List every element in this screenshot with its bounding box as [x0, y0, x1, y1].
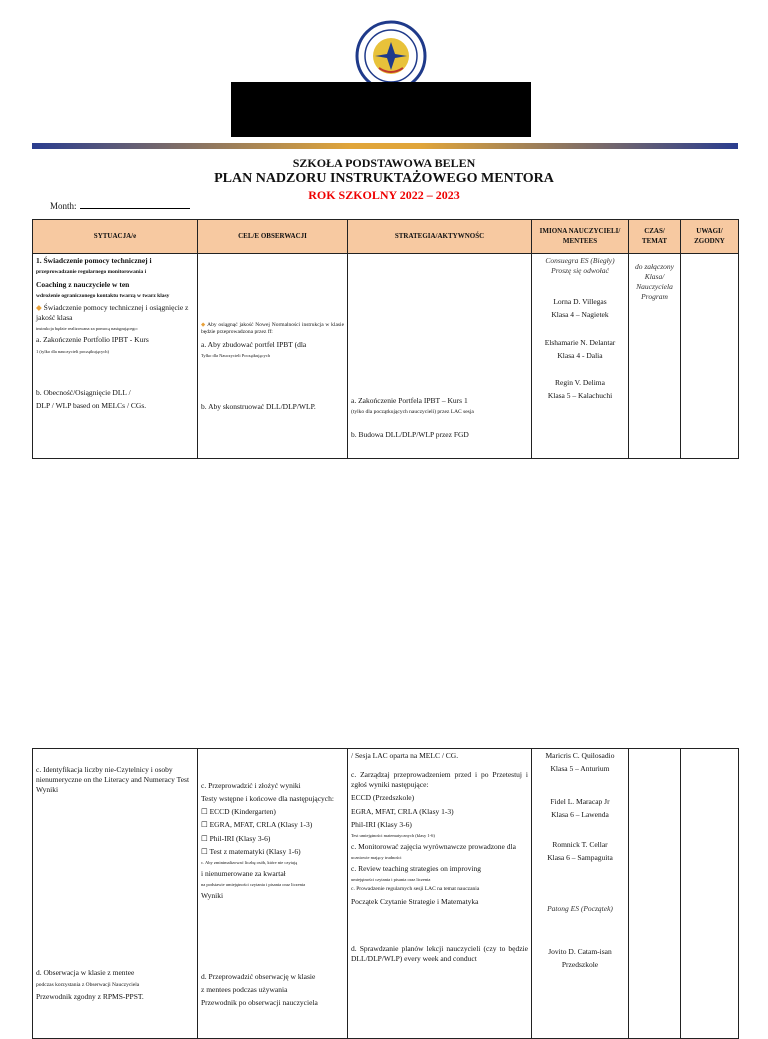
cell-strategia: / Sesja LAC oparta na MELC / CG. c. Zarządzaj przeprowadzeniem przed i po Przetestuj i zgłoś wyniki następujące: ECCD (Przedszkole) EGRA, MFAT, CRLA (Klasy 1-3) Phil-IRI (Klasy 3-6) Test umiejętności matematycznych (klasy 1-6) c. Monitorować zajęcia wyrównawcze prowadzone dla uczniowie mający trudności c. Review teaching strategies on improving umiejętności czytania i pisania oraz liczenia c. Prowadzenie regularnych sesji LAC na temat nauczania Początek Czytanie Strategie i Matematyka d. Sprawdzanie planów lekcji nauczycieli (czy to będzie DLL/DLP/WLP) every week and conduct [348, 749, 532, 1039]
school-name: SZKOŁA PODSTAWOWA BELEN [292, 156, 476, 170]
plan-table-bottom [32, 748, 739, 1039]
col-header-strategia: STRATEGIA/AKTYWNOŚC [348, 220, 532, 254]
cell-uwagi [681, 254, 739, 459]
document-title: PLAN NADZORU INSTRUKTAŻOWEGO MENTORA [214, 171, 554, 186]
cell-uwagi [681, 749, 739, 1039]
header-stripe [32, 143, 738, 149]
bullet-icon: ◆ [201, 322, 206, 328]
cell-strategia: a. Zakończenie Portfela IPBT – Kurs 1 (tylko dla początkujących nauczycieli) przez LAC sesja b. Budowa DLL/DLP/WLP przez FGD [348, 254, 532, 459]
col-header-cel: CEL/E OBSERWACJI [198, 220, 348, 254]
col-header-imiona: IMIONA NAUCZYCIELI/ MENTEES [532, 220, 629, 254]
table-row [33, 254, 739, 459]
cell-czas [629, 749, 681, 1039]
table-header-row [33, 220, 739, 254]
school-year: ROK SZKOLNY 2022 – 2023 [308, 188, 460, 202]
month-field: Month: [50, 201, 190, 211]
redacted-block [231, 82, 531, 137]
cell-czas: do załączony Klasa/ Nauczyciela Program [629, 254, 681, 459]
col-header-sytuacja: SYTUACJA/e [33, 220, 198, 254]
cell-cel: c. Przeprowadzić i złożyć wyniki Testy wstępne i końcowe dla następujących: ☐ ECCD (Kindergarten) ☐ EGRA, MFAT, CRLA (Klasy 1-3) ☐ Phil-IRI (Klasy 3-6) ☐ Test z matematyki (Klasy 1-6) c. Aby zminimalizować liczbę osób, które nie czytają i nienumerowane za kwartał na podstawie umiejętności czytania i pisania oraz liczenia Wyniki d. Przeprowadzić obserwację w klasie z mentees podczas używania Przewodnik po obserwacji nauczyciela [198, 749, 348, 1039]
col-header-czas: CZAS/ TEMAT [629, 220, 681, 254]
cell-cel: ◆ Aby osiągnąć jakość Nowej Normalności instrukcja w klasie będzie przeprowadzona przez ff: a. Aby zbudować portfel IPBT (dla Tylko dla Nauczycieli Początkujących b. Aby skonstruować DLL/DLP/WLP. [198, 254, 348, 459]
cell-imiona: Maricris C. Quilosadio Klasa 5 – Anturium Fidel L. Maracap Jr Klasa 6 – Lawenda Romnick T. Cellar Klasa 6 – Sampaguita Patong ES (Początek) Jovito D. Catam-isan Przedszkole [532, 749, 629, 1039]
col-header-uwagi: UWAGI/ ZGODNY [681, 220, 739, 254]
plan-table-top [32, 219, 739, 459]
cell-sytuacja: c. Identyfikacja liczby nie-Czytelnicy i osoby nienumeryczne on the Literacy and Numeracy Test Wyniki d. Obserwacja w klasie z mentee podczas korzystania z Obserwacji Nauczyciela Przewodnik zgodny z RPMS-PPST. [33, 749, 198, 1039]
cell-imiona: Consuegra ES (Biegły) Proszę się odwołać Lorna D. Villegas Klasa 4 – Nagietek Elshamarie N. Delantar Klasa 4 - Dalia Regin V. Delima Klasa 5 – Kalachuchi [532, 254, 629, 459]
table-row [33, 749, 739, 1039]
cell-sytuacja: 1. Świadczenie pomocy technicznej i przeprowadzanie regularnego monitorowania i Coaching z nauczyciele w ten wdrożenie ograniczonego kontaktu twarzą w twarz klasy ◆ Świadczenie pomocy technicznej i osiągnięcie z jakość klasa instrukcja będzie realizowana za pomocą następującego: a. Zakończenie Portfolio IPBT - Kurs 1 (tylko dla nauczycieli początkujących) b. Obecność/Osiągnięcie DLL / DLP / WLP based on MELCs / CGs. [33, 254, 198, 459]
bullet-icon: ◆ [36, 303, 42, 313]
